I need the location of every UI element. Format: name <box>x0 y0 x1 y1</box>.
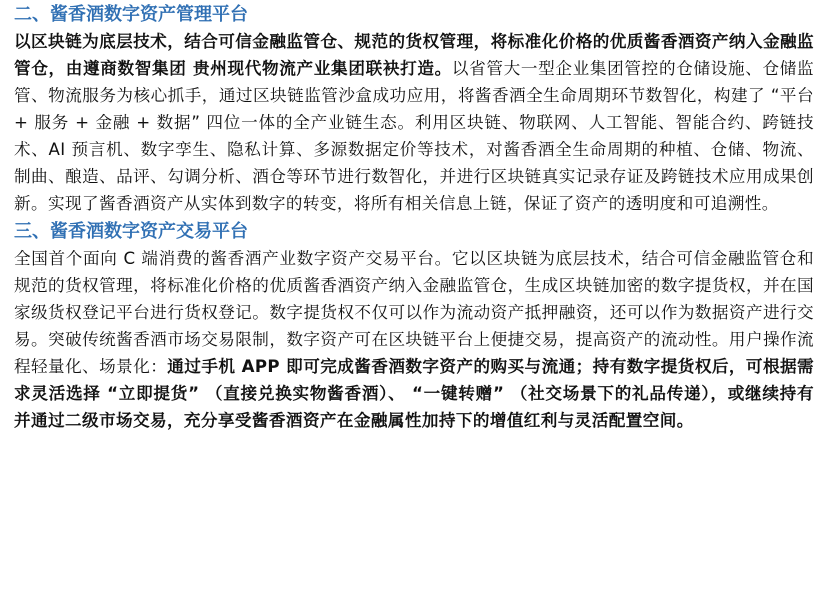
document-body <box>14 0 814 434</box>
section-paragraph-digital-asset-trading <box>14 245 814 434</box>
section-paragraph-digital-asset-management <box>14 28 814 217</box>
paragraph-body-text: 全国首个面向 C 端消费的酱香酒产业数字资产交易平台。它以区块链为底层技术，结合可信金融监管仓和规范的货权管理，将标准化价格的优质酱香酒资产纳入金融监管仓，生成区块链加密的数字提货权，并在国家级货权登记平台进行货权登记。数字提货权不仅可以作为流动资产抵押融资，还可以作为数据资产进行交易。突破传统酱香酒市场交易限制，数字资产可在区块链平台上便捷交易，提高资产的流动性。用户操作流程轻量化、场景化： <box>14 249 814 376</box>
section-heading-digital-asset-management: 二、酱香酒数字资产管理平台 <box>14 4 248 25</box>
paragraph-bold-lead: 以区块链为底层技术，结合可信金融监管仓、规范的货权管理，将标准化价格的优质酱香酒资产纳入金融监管仓，由遵商数智集团 贵州现代物流产业集团联袂打造。 <box>14 32 814 78</box>
section-heading-digital-asset-trading: 三、酱香酒数字资产交易平台 <box>14 221 248 242</box>
paragraph-body-text: 以省管大一型企业集团管控的仓储设施、仓储监管、物流服务为核心抓手，通过区块链监管沙盒成功应用，将酱香酒全生命周期环节数智化，构建了 “平台 + 服务 + 金融 + 数据” 四位一体的全产业链生态。利用区块链、物联网、人工智能、智能合约、跨链技术、AI 预言机、数字孪生、隐私计算、多源数据定价等技术，对酱香酒全生命周期的种植、仓储、物流、制曲、酿造、品评、勾调分析、酒仓等环节进行数智化，并进行区块链真实记录存证及跨链技术应用成果创新。实现了酱香酒资产从实体到数字的转变，将所有相关信息上链，保证了资产的透明度和可追溯性。 <box>14 59 814 213</box>
paragraph-bold-tail: 通过手机 APP 即可完成酱香酒数字资产的购买与流通；持有数字提货权后，可根据需求灵活选择 “立即提货” （直接兑换实物酱香酒）、 “一键转赠” （社交场景下的礼品传递），或继续持有并通过二级市场交易，充分享受酱香酒资产在金融属性加持下的增值红利与灵活配置空间。 <box>14 357 815 430</box>
